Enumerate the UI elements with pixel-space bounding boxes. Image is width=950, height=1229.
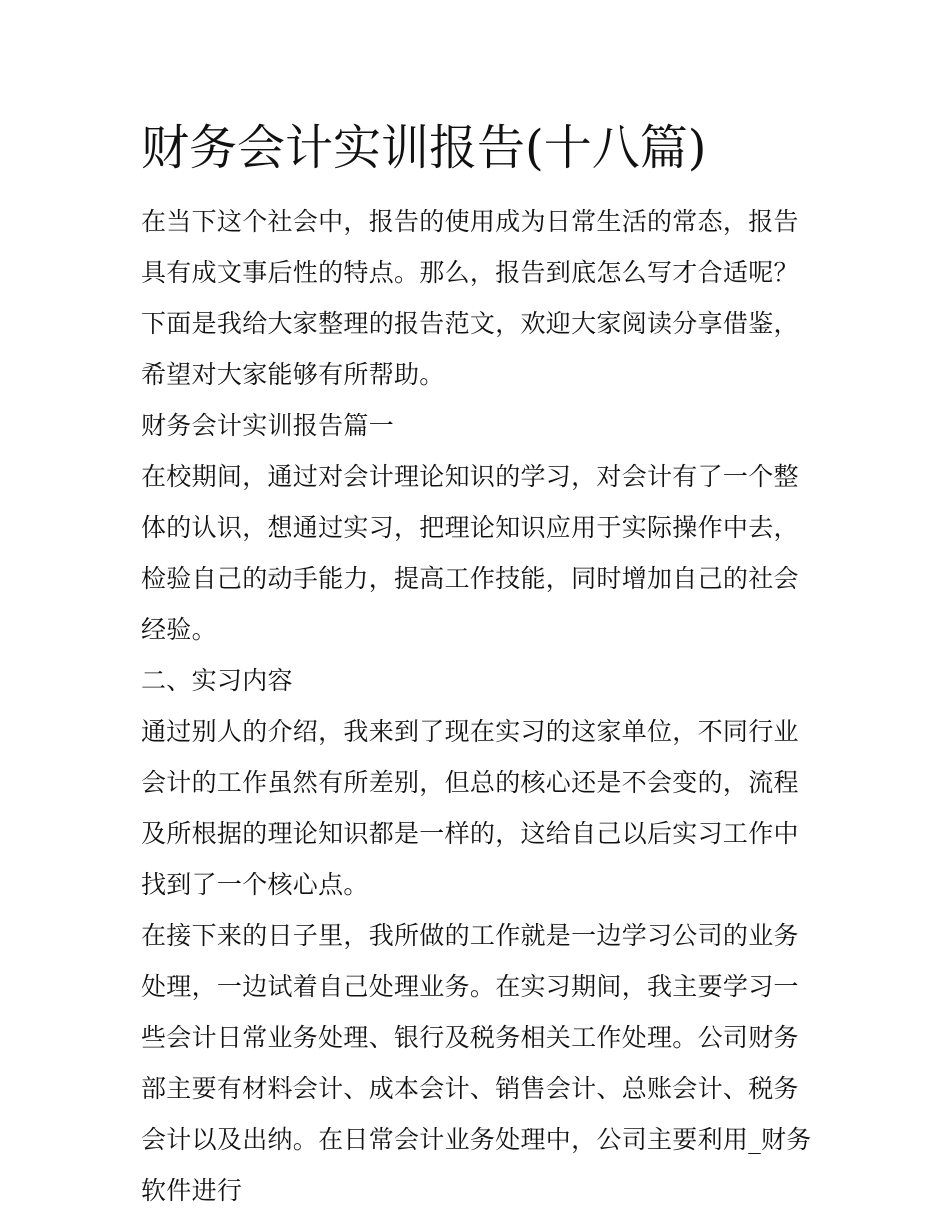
body-paragraph: 在接下来的日子里，我所做的工作就是一边学习公司的业务处理，一边试着自己处理业务。在实习期间，我主要学习一些会计日常业务处理、银行及税务相关工作处理。公司财务部主要有材料会计、成本会计、销售会计、总账会计、税务会计以及出纳。在日常会计业务处理中，公司主要利用_财务软件进行 (141, 921, 812, 1205)
intro-paragraph: 在当下这个社会中，报告的使用成为日常生活的常态，报告具有成文事后性的特点。那么，报告到底怎么写才合适呢？下面是我给大家整理的报告范文，欢迎大家阅读分享借鉴，希望对大家能够有所帮助。 (141, 207, 799, 389)
title-spacer (141, 184, 813, 196)
document-title: 财务会计实训报告(十八篇) (141, 120, 707, 176)
body-paragraph: 在校期间，通过对会计理论知识的学习，对会计有了一个整体的认识，想通过实习，把理论知识应用于实际操作中去，检验自己的动手能力，提高工作技能，同时增加自己的社会经验。 (141, 462, 799, 644)
document-body (141, 112, 813, 1216)
section-heading-part-one: 财务会计实训报告篇一 (141, 411, 395, 440)
section-heading-internship-content: 二、实习内容 (141, 666, 293, 695)
body-paragraph: 通过别人的介绍，我来到了现在实习的这家单位，不同行业会计的工作虽然有所差别，但总的核心还是不会变的，流程及所根据的理论知识都是一样的，这给自己以后实习工作中找到了一个核心点。 (141, 717, 799, 899)
